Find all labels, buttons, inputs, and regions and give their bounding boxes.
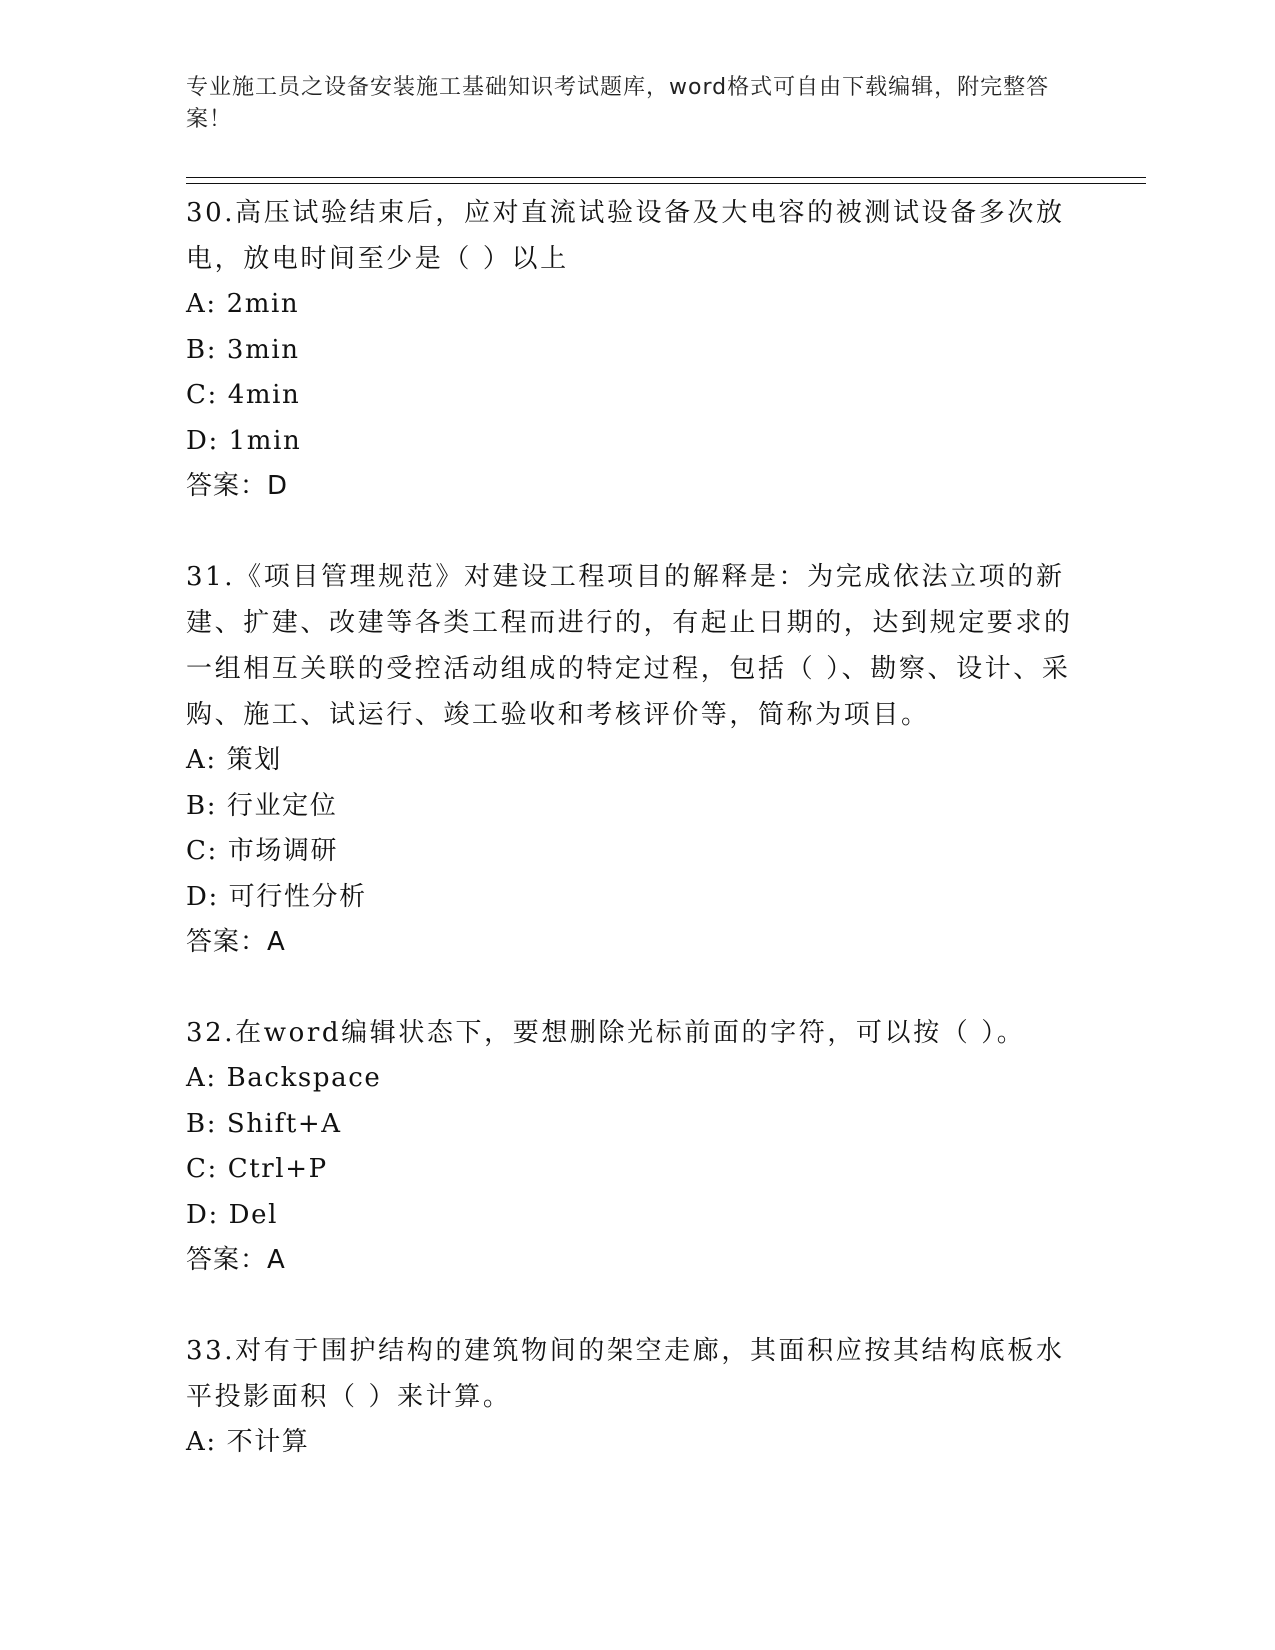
question-30 xyxy=(186,190,1086,508)
option-a: A: 2min xyxy=(186,289,300,319)
question-stem xyxy=(186,190,1086,282)
answer: 答案：A xyxy=(186,927,286,957)
question-number: 32. xyxy=(186,1018,236,1048)
answer: 答案：D xyxy=(186,471,289,501)
question-list xyxy=(186,190,1086,1512)
option-d: D: 可行性分析 xyxy=(186,881,367,912)
question-stem xyxy=(186,1328,1086,1420)
option-b: B: 3min xyxy=(186,334,300,365)
question-number: 31. xyxy=(186,562,236,592)
question-number: 30. xyxy=(186,198,236,228)
option-c: C: Ctrl+P xyxy=(186,1154,328,1184)
option-a: A: 不计算 xyxy=(186,1427,310,1457)
question-text: 对有于围护结构的建筑物间的架空走廊，其面积应按其结构底板水平投影面积（ ）来计算。 xyxy=(186,1336,1065,1412)
question-31 xyxy=(186,554,1086,964)
option-c: C: 4min xyxy=(186,380,301,410)
question-stem xyxy=(186,1010,1086,1056)
option-a: A: Backspace xyxy=(186,1063,382,1093)
answer: 答案：A xyxy=(186,1245,286,1275)
option-d: D: Del xyxy=(186,1199,279,1230)
document-header: 专业施工员之设备安装施工基础知识考试题库，word格式可自由下载编辑，附完整答案！ xyxy=(186,75,1050,132)
question-number: 33. xyxy=(186,1336,236,1366)
question-stem xyxy=(186,554,1086,738)
question-33 xyxy=(186,1328,1086,1466)
header-divider-top xyxy=(186,177,1146,178)
option-b: B: Shift+A xyxy=(186,1108,342,1139)
question-text: 高压试验结束后，应对直流试验设备及大电容的被测试设备多次放电，放电时间至少是（ ）以上 xyxy=(186,198,1065,274)
header-divider-bottom xyxy=(186,183,1146,184)
option-b: B: 行业定位 xyxy=(186,790,338,821)
option-d: D: 1min xyxy=(186,425,302,456)
question-text: 《项目管理规范》对建设工程项目的解释是：为完成依法立项的新建、扩建、改建等各类工程而进行的，有起止日期的，达到规定要求的一组相互关联的受控活动组成的特定过程，包括（ ）、勘察、设计、采购、施工、试运行、竣工验收和考核评价等，简称为项目。 xyxy=(186,562,1073,730)
question-text: 在word编辑状态下，要想删除光标前面的字符，可以按（ ）。 xyxy=(235,1018,1026,1048)
question-32 xyxy=(186,1010,1086,1282)
option-c: C: 市场调研 xyxy=(186,836,339,866)
option-a: A: 策划 xyxy=(186,745,282,775)
